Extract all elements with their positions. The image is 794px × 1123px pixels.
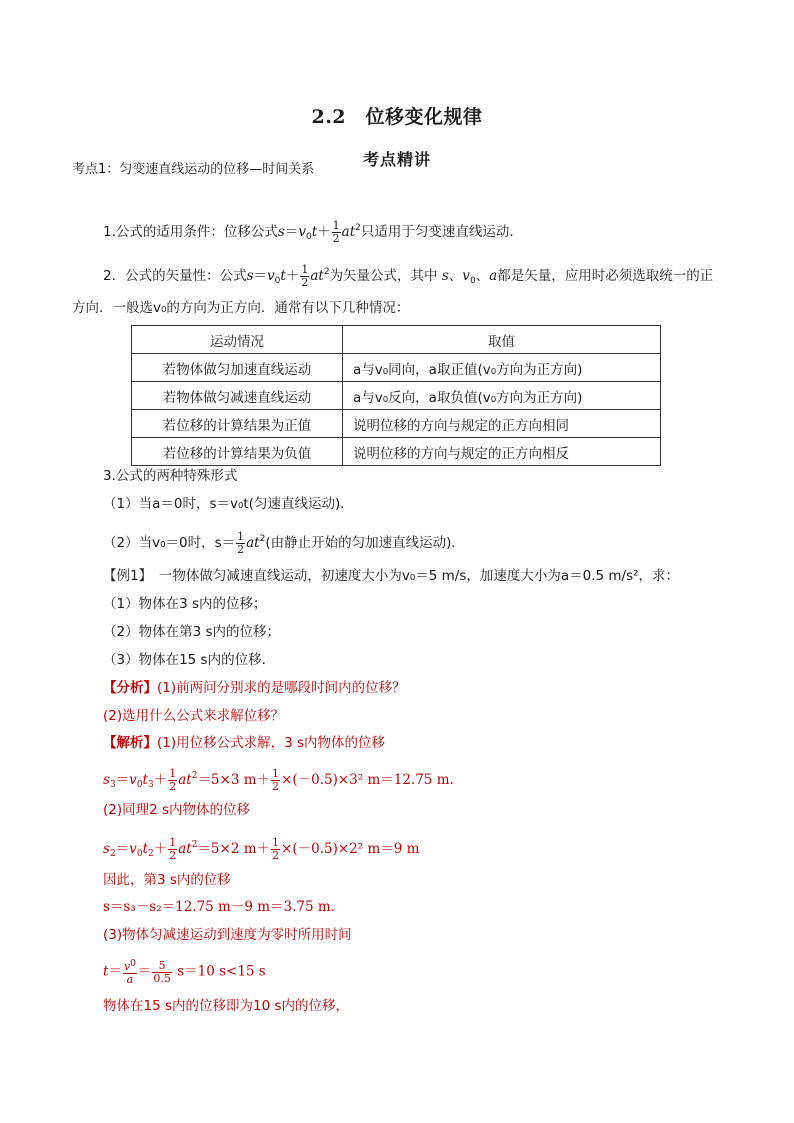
solution-line-4: (3)物体匀减速运动到速度为零时所用时间 [103, 927, 352, 943]
table-row [132, 438, 661, 466]
table-header-cell: 运动情况 [132, 326, 343, 354]
example-question-1: （1）物体在3 s内的位移； [103, 596, 267, 612]
point-1-label: 考点1：匀变速直线运动的位移—时间关系 [72, 162, 315, 177]
analysis-label: 【分析】 [103, 680, 157, 696]
solution-equation-4: t＝ $\frac{v^0}{a}$ ＝ $\frac{5}{0.5}$ s＝10 s<15 s [103, 958, 266, 986]
solution-equation-3: s＝s₃－s₂＝12.75 m－9 m＝3.75 m. [103, 899, 335, 915]
point-3-label: 3.公式的两种特殊形式 [103, 468, 238, 484]
solution-equation-1: $s_3=v_0t_3+$ $\frac{1}{2}$ $at^2=5\times 3$ m＋ $\frac{1}{2}$ ×(－0.5)×3² m＝12.75 m. [103, 767, 454, 793]
table-cell: 说明位移的方向与规定的正方向相反 [343, 438, 661, 466]
table-cell: 若位移的计算结果为正值 [132, 410, 343, 438]
solution-line-1: 【解析】(1)用位移公式求解，3 s内物体的位移 [103, 735, 386, 751]
solution-line-3: 因此，第3 s内的位移 [103, 872, 231, 888]
table-cell: a与v₀同向，a取正值(v₀方向为正方向) [343, 354, 661, 382]
page-title: 2.2 位移变化规律 [311, 106, 483, 128]
table-cell: a与v₀反向，a取负值(v₀方向为正方向) [343, 382, 661, 410]
table-row [132, 410, 661, 438]
point-1-item-2: 2．公式的矢量性：公式$s=v_0t+$ $\frac{1}{2}$ $at^2$为矢量公式，其中 s、$v_0$、a都是矢量，应用时必须选取统一的正 [103, 262, 714, 289]
table-cell: 说明位移的方向与规定的正方向相同 [343, 410, 661, 438]
section-subtitle: 考点精讲 [362, 150, 431, 169]
table-cell: 若物体做匀减速直线运动 [132, 382, 343, 410]
example-statement: 【例1】 一物体做匀减速直线运动，初速度大小为v₀＝5 m/s，加速度大小为a＝0.5 m/s²，求： [103, 568, 680, 584]
point-1-item-2-cont: 方向．一般选v₀的方向为正方向．通常有以下几种情况： [72, 300, 410, 316]
table-cell: 若物体做匀加速直线运动 [132, 354, 343, 382]
cases-table [131, 325, 661, 466]
solution-label: 【解析】 [103, 735, 157, 751]
example-question-2: （2）物体在第3 s内的位移； [103, 624, 281, 640]
analysis-line-1: 【分析】(1)前两问分别求的是哪段时间内的位移？ [103, 680, 406, 696]
example-label: 【例1】 [103, 568, 146, 584]
table-row [132, 354, 661, 382]
example-question-3: （3）物体在15 s内的位移． [103, 652, 276, 668]
solution-equation-2: $s_2=v_0t_2+$ $\frac{1}{2}$ $at^2=5\times 2$ m＋ $\frac{1}{2}$ ×(－0.5)×2² m＝9 m [103, 836, 420, 862]
special-case-2: （2）当v₀＝0时，s＝ $\frac{1}{2}$ $at^2$(由静止开始的匀加速直线运动)． [103, 529, 465, 556]
table-header-cell: 取值 [343, 326, 661, 354]
analysis-line-2: (2)选用什么公式来求解位移？ [103, 708, 285, 724]
table-cell: 若位移的计算结果为负值 [132, 438, 343, 466]
solution-line-2: (2)同理2 s内物体的位移 [103, 802, 251, 818]
table-header-row [132, 326, 661, 354]
solution-line-5: 物体在15 s内的位移即为10 s内的位移， [103, 998, 350, 1014]
point-1-item-1: 1.公式的适用条件：位移公式$s=v_0t+$ $\frac{1}{2}$ $at^2$只适用于匀变速直线运动． [103, 218, 523, 245]
table-row [132, 382, 661, 410]
special-case-1: （1）当a＝0时，s＝v₀t(匀速直线运动)． [103, 496, 354, 512]
